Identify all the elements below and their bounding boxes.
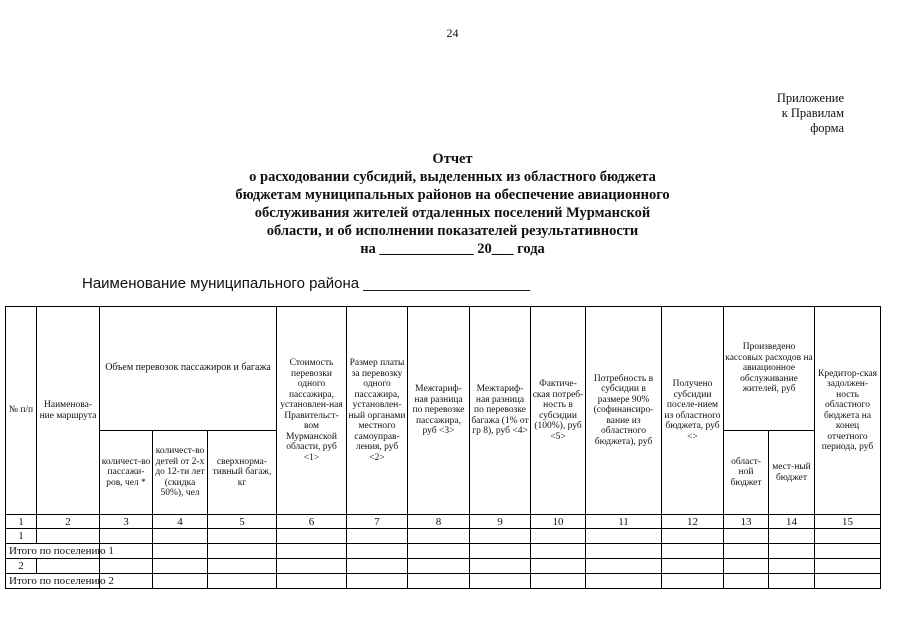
report-table — [5, 306, 881, 589]
row-number: 1 — [6, 529, 37, 544]
column-number: 4 — [153, 515, 208, 529]
title-line-3: бюджетам муниципальных районов на обеспечение авиационного — [235, 187, 670, 203]
column-number: 9 — [470, 515, 531, 529]
page-number: 24 — [446, 26, 459, 40]
header-regional-budget: област-ной бюджет — [724, 431, 769, 515]
table-cell — [37, 529, 100, 544]
header-row-1 — [6, 307, 881, 431]
table-row-total-2 — [6, 574, 881, 589]
header-route: Наименова-ние маршрута — [37, 307, 100, 515]
table-cell — [531, 544, 586, 559]
table-cell — [586, 529, 662, 544]
table-cell — [208, 544, 277, 559]
report-title — [0, 150, 905, 258]
table-cell — [153, 559, 208, 574]
column-number: 6 — [277, 515, 347, 529]
table-cell — [208, 574, 277, 589]
appendix-note — [777, 91, 844, 136]
table-cell — [347, 559, 408, 574]
table-cell — [724, 529, 769, 544]
header-debt: Кредитор-ская задолжен-ность областного бюджета на конец отчетного периода, руб — [815, 307, 881, 515]
header-baggage: сверхнорма-тивный багаж, кг — [208, 431, 277, 515]
table-cell — [347, 544, 408, 559]
header-tariff-baggage: Межтариф-ная разница по перевозке багажа (1% от гр 8), руб <4> — [470, 307, 531, 515]
column-number: 2 — [37, 515, 100, 529]
header-actual-need: Фактиче-ская потреб-ность в субсидии (100%), руб <5> — [531, 307, 586, 515]
title-line-2: о расходовании субсидий, выделенных из областного бюджета — [249, 169, 656, 185]
table-cell — [769, 574, 815, 589]
table-cell — [37, 559, 100, 574]
column-number: 3 — [100, 515, 153, 529]
column-number: 8 — [408, 515, 470, 529]
column-number: 5 — [208, 515, 277, 529]
table-cell — [347, 574, 408, 589]
table-cell — [662, 559, 724, 574]
table-cell — [769, 559, 815, 574]
row-number: 2 — [6, 559, 37, 574]
table-cell — [208, 529, 277, 544]
district-name-field: Наименование муниципального района ____________________ — [82, 275, 531, 292]
table-cell — [815, 544, 881, 559]
appendix-line-2: к Правилам — [781, 106, 844, 120]
table-cell — [815, 559, 881, 574]
table-cell — [277, 529, 347, 544]
table-cell — [586, 574, 662, 589]
table-cell — [153, 574, 208, 589]
column-numbers-row — [6, 515, 881, 529]
table-cell — [347, 529, 408, 544]
table-cell — [662, 529, 724, 544]
table-cell — [724, 544, 769, 559]
table-cell — [408, 529, 470, 544]
table-cell — [277, 559, 347, 574]
table-cell — [586, 559, 662, 574]
header-volume: Объем перевозок пассажиров и багажа — [100, 307, 277, 431]
title-line-5: области, и об исполнении показателей результативности — [266, 223, 639, 239]
column-number: 14 — [769, 515, 815, 529]
appendix-line-1: Приложение — [776, 91, 844, 105]
header-cash-expenses: Произведено кассовых расходов на авиационное обслуживание жителей, руб — [724, 307, 815, 431]
total-label: Итого по поселению 1 — [6, 544, 100, 559]
column-number: 12 — [662, 515, 724, 529]
table-row-total-1 — [6, 544, 881, 559]
title-line-6: на _____________ 20___ года — [360, 241, 545, 257]
total-label: Итого по поселению 2 — [6, 574, 100, 589]
header-tariff-passenger: Межтариф-ная разница по перевозке пассажира, руб <3> — [408, 307, 470, 515]
table-cell — [470, 544, 531, 559]
table-cell — [815, 574, 881, 589]
table-cell — [662, 574, 724, 589]
table-row-route-2 — [6, 559, 881, 574]
table-row-route-1 — [6, 529, 881, 544]
table-cell — [208, 559, 277, 574]
table-cell — [470, 559, 531, 574]
table-cell — [153, 529, 208, 544]
column-number: 11 — [586, 515, 662, 529]
appendix-line-3: форма — [810, 121, 844, 135]
table-cell — [100, 559, 153, 574]
table-cell — [277, 574, 347, 589]
table-cell — [470, 574, 531, 589]
column-number: 1 — [6, 515, 37, 529]
table-cell — [724, 559, 769, 574]
table-cell — [531, 574, 586, 589]
table-cell — [470, 529, 531, 544]
table-cell — [769, 544, 815, 559]
header-passengers: количест-во пассажи-ров, чел * — [100, 431, 153, 515]
header-fee: Размер платы за перевозку одного пассажира, установлен-ный органами местного самоуправ-ления, руб <2> — [347, 307, 408, 515]
table-cell — [100, 529, 153, 544]
column-number: 15 — [815, 515, 881, 529]
table-cell — [662, 544, 724, 559]
table-cell — [586, 544, 662, 559]
column-number: 10 — [531, 515, 586, 529]
table-cell — [815, 529, 881, 544]
table-cell — [408, 574, 470, 589]
table-cell — [153, 544, 208, 559]
table-cell — [531, 529, 586, 544]
header-children: количест-во детей от 2-х до 12-ти лет (скидка 50%), чел — [153, 431, 208, 515]
title-line-4: обслуживания жителей отдаленных поселений Мурманской — [254, 205, 651, 221]
header-num: № п/п — [6, 307, 37, 515]
header-cost: Стоимость перевозки одного пассажира, установлен-ная Правительст-вом Мурманской области, руб <1> — [277, 307, 347, 515]
header-local-budget: мест-ный бюджет — [769, 431, 815, 515]
column-number: 7 — [347, 515, 408, 529]
table-cell — [531, 559, 586, 574]
header-received: Получено субсидии поселе-нием из областного бюджета, руб <> — [662, 307, 724, 515]
table-cell — [724, 574, 769, 589]
table-cell — [408, 544, 470, 559]
table-cell — [277, 544, 347, 559]
column-number: 13 — [724, 515, 769, 529]
title-line-1: Отчет — [432, 151, 473, 167]
header-need-90: Потребность в субсидии в размере 90% (софинансиро-вание из областного бюджета), руб — [586, 307, 662, 515]
table-cell — [408, 559, 470, 574]
table-cell — [769, 529, 815, 544]
